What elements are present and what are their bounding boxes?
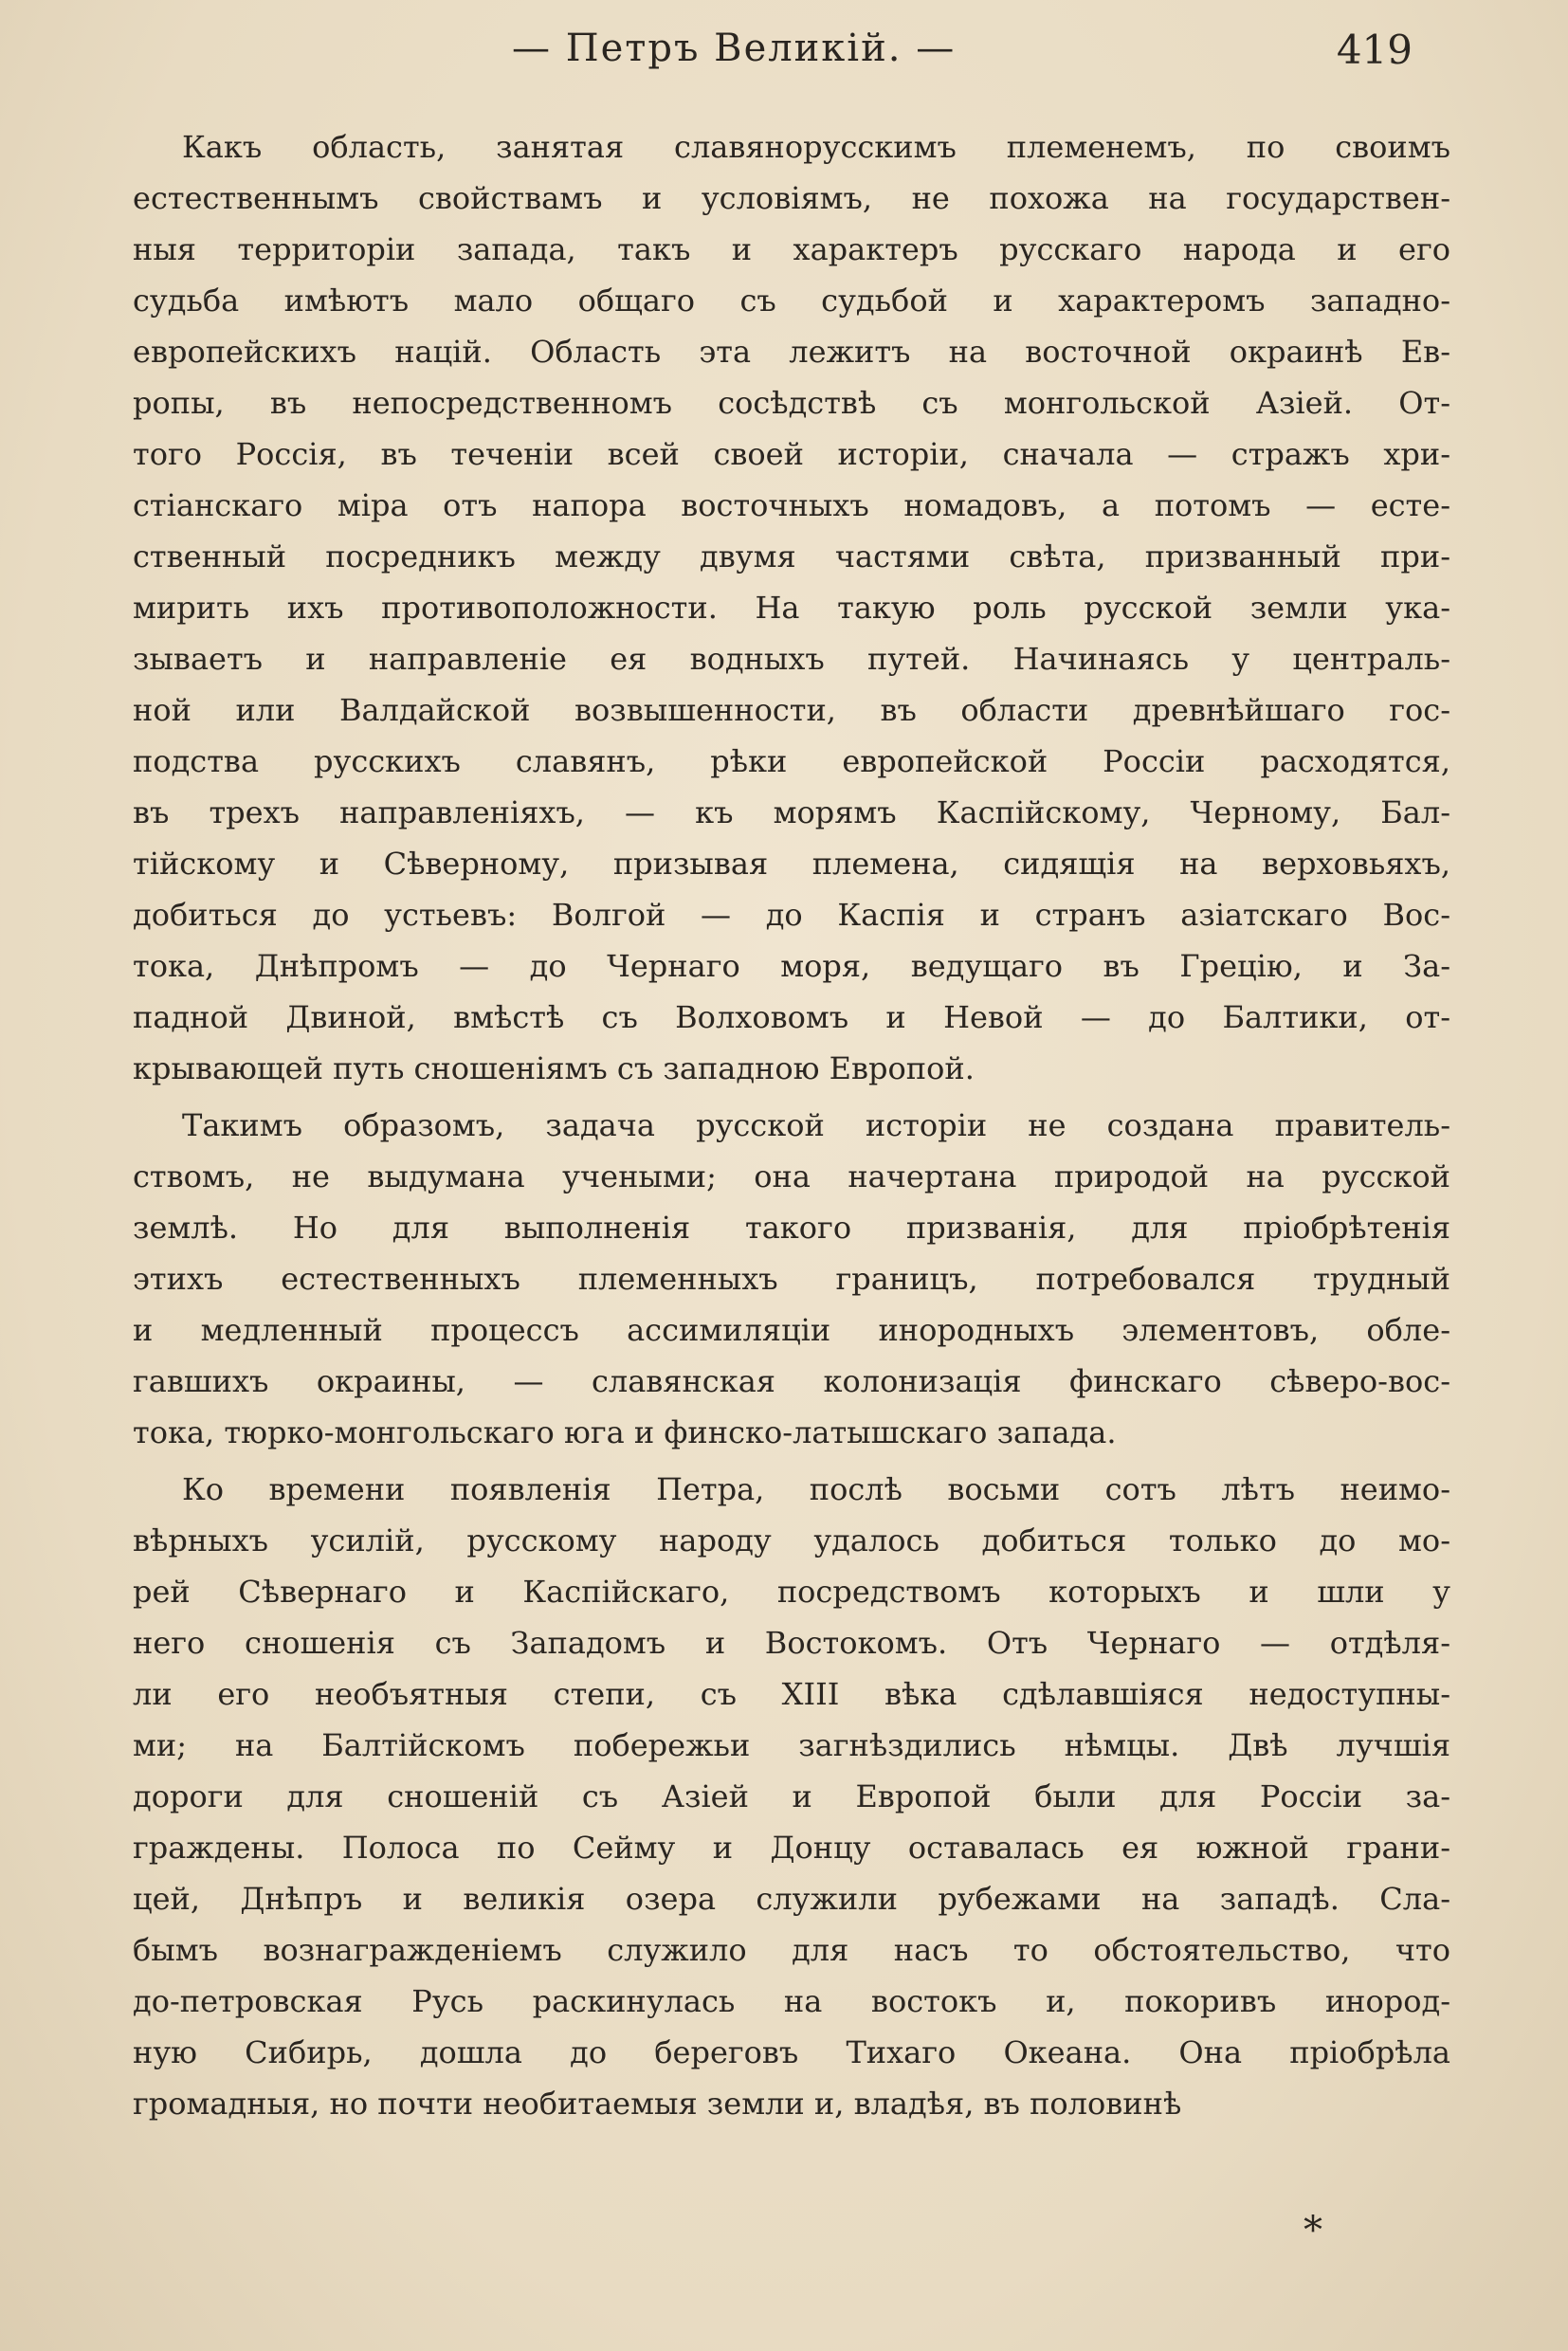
running-title: — Петръ Великій. — — [512, 27, 957, 70]
text-line: естественнымъ свойствамъ и условіямъ, не похожа на государствен- — [133, 180, 1450, 216]
paragraph — [133, 1464, 1450, 2129]
text-line: Какъ область, занятая славянорусскимъ племенемъ, по своимъ — [182, 129, 1450, 165]
text-line: громадныя, но почти необитаемыя земли и, владѣя, въ половинѣ — [133, 2086, 1182, 2122]
text-line: стіанскаго міра отъ напора восточныхъ номадовъ, а потомъ — есте- — [133, 487, 1450, 523]
running-head — [0, 27, 1568, 83]
text-line: тійскому и Сѣверному, призывая племена, сидящія на верховьяхъ, — [133, 846, 1450, 882]
text-line: ропы, въ непосредственномъ сосѣдствѣ съ монгольской Азіей. От- — [133, 385, 1450, 421]
text-line: европейскихъ націй. Область эта лежитъ на восточной окраинѣ Ев- — [133, 334, 1450, 370]
text-line: рей Сѣвернаго и Каспійскаго, посредствомъ которыхъ и шли у — [133, 1574, 1450, 1610]
text-line: тока, Днѣпромъ — до Чернаго моря, ведущаго въ Грецію, и За- — [133, 948, 1450, 984]
text-line: ли его необъятныя степи, съ XIII вѣка сдѣлавшіяся недоступны- — [133, 1676, 1450, 1712]
text-line: до-петровская Русь раскинулась на востокъ и, покоривъ инород- — [133, 1983, 1450, 2019]
text-line: въ трехъ направленіяхъ, — къ морямъ Каспійскому, Черному, Бал- — [133, 794, 1450, 830]
text-line: судьба имѣютъ мало общаго съ судьбой и характеромъ западно- — [133, 282, 1450, 319]
text-line: землѣ. Но для выполненія такого призванія, для пріобрѣтенія — [133, 1210, 1450, 1246]
text-line: подства русскихъ славянъ, рѣки европейской Россіи расходятся, — [133, 743, 1450, 779]
text-line: того Россія, въ теченіи всей своей исторіи, сначала — стражъ хри- — [133, 436, 1450, 472]
text-line: и медленный процессъ ассимиляціи инородныхъ элементовъ, обле- — [133, 1312, 1450, 1348]
paragraph — [133, 1100, 1450, 1458]
paragraph — [133, 121, 1450, 1094]
text-line: него сношенія съ Западомъ и Востокомъ. Отъ Чернаго — отдѣля- — [133, 1625, 1450, 1661]
text-line: ныя территоріи запада, такъ и характеръ русскаго народа и его — [133, 231, 1450, 267]
text-line: цей, Днѣпръ и великія озера служили рубежами на западѣ. Сла- — [133, 1881, 1450, 1917]
text-line: ной или Валдайской возвышенности, въ области древнѣйшаго гос- — [133, 692, 1450, 728]
text-line: добиться до устьевъ: Волгой — до Каспія и странъ азіатскаго Вос- — [133, 897, 1450, 933]
body-text — [133, 121, 1450, 2129]
text-line: Такимъ образомъ, задача русской исторіи не создана правитель- — [182, 1107, 1450, 1143]
text-line: этихъ естественныхъ племенныхъ границъ, потребовался трудный — [133, 1261, 1450, 1297]
text-line: ми; на Балтійскомъ побережьи загнѣздились нѣмцы. Двѣ лучшія — [133, 1727, 1450, 1763]
text-line: падной Двиной, вмѣстѣ съ Волховомъ и Невой — до Балтики, от- — [133, 999, 1450, 1035]
text-line: тока, тюрко-монгольскаго юга и финско-латышскаго запада. — [133, 1414, 1117, 1450]
text-line: Ко времени появленія Петра, послѣ восьми сотъ лѣтъ неимо- — [182, 1471, 1450, 1507]
text-line: ную Сибирь, дошла до береговъ Тихаго Океана. Она пріобрѣла — [133, 2034, 1450, 2070]
text-line: граждены. Полоса по Сейму и Донцу оставалась ея южной грани- — [133, 1830, 1450, 1866]
text-line: бымъ вознагражденіемъ служило для насъ то обстоятельство, что — [133, 1932, 1450, 1968]
text-line: ствомъ, не выдумана учеными; она начертана природой на русской — [133, 1158, 1450, 1194]
text-line: дороги для сношеній съ Азіей и Европой были для Россіи за- — [133, 1778, 1450, 1814]
text-line: вѣрныхъ усилій, русскому народу удалось добиться только до мо- — [133, 1522, 1450, 1558]
text-line: зываетъ и направленіе ея водныхъ путей. Начинаясь у централь- — [133, 641, 1450, 677]
signature-mark: * — [1304, 2209, 1322, 2252]
text-line: крывающей путь сношеніямъ съ западною Европой. — [133, 1050, 975, 1086]
text-line: ственный посредникъ между двумя частями свѣта, призванный при- — [133, 538, 1450, 574]
page-number: 419 — [1336, 27, 1413, 73]
text-line: мирить ихъ противоположности. На такую роль русской земли ука- — [133, 590, 1450, 626]
text-line: гавшихъ окраины, — славянская колонизація финскаго сѣверо-вос- — [133, 1363, 1450, 1399]
